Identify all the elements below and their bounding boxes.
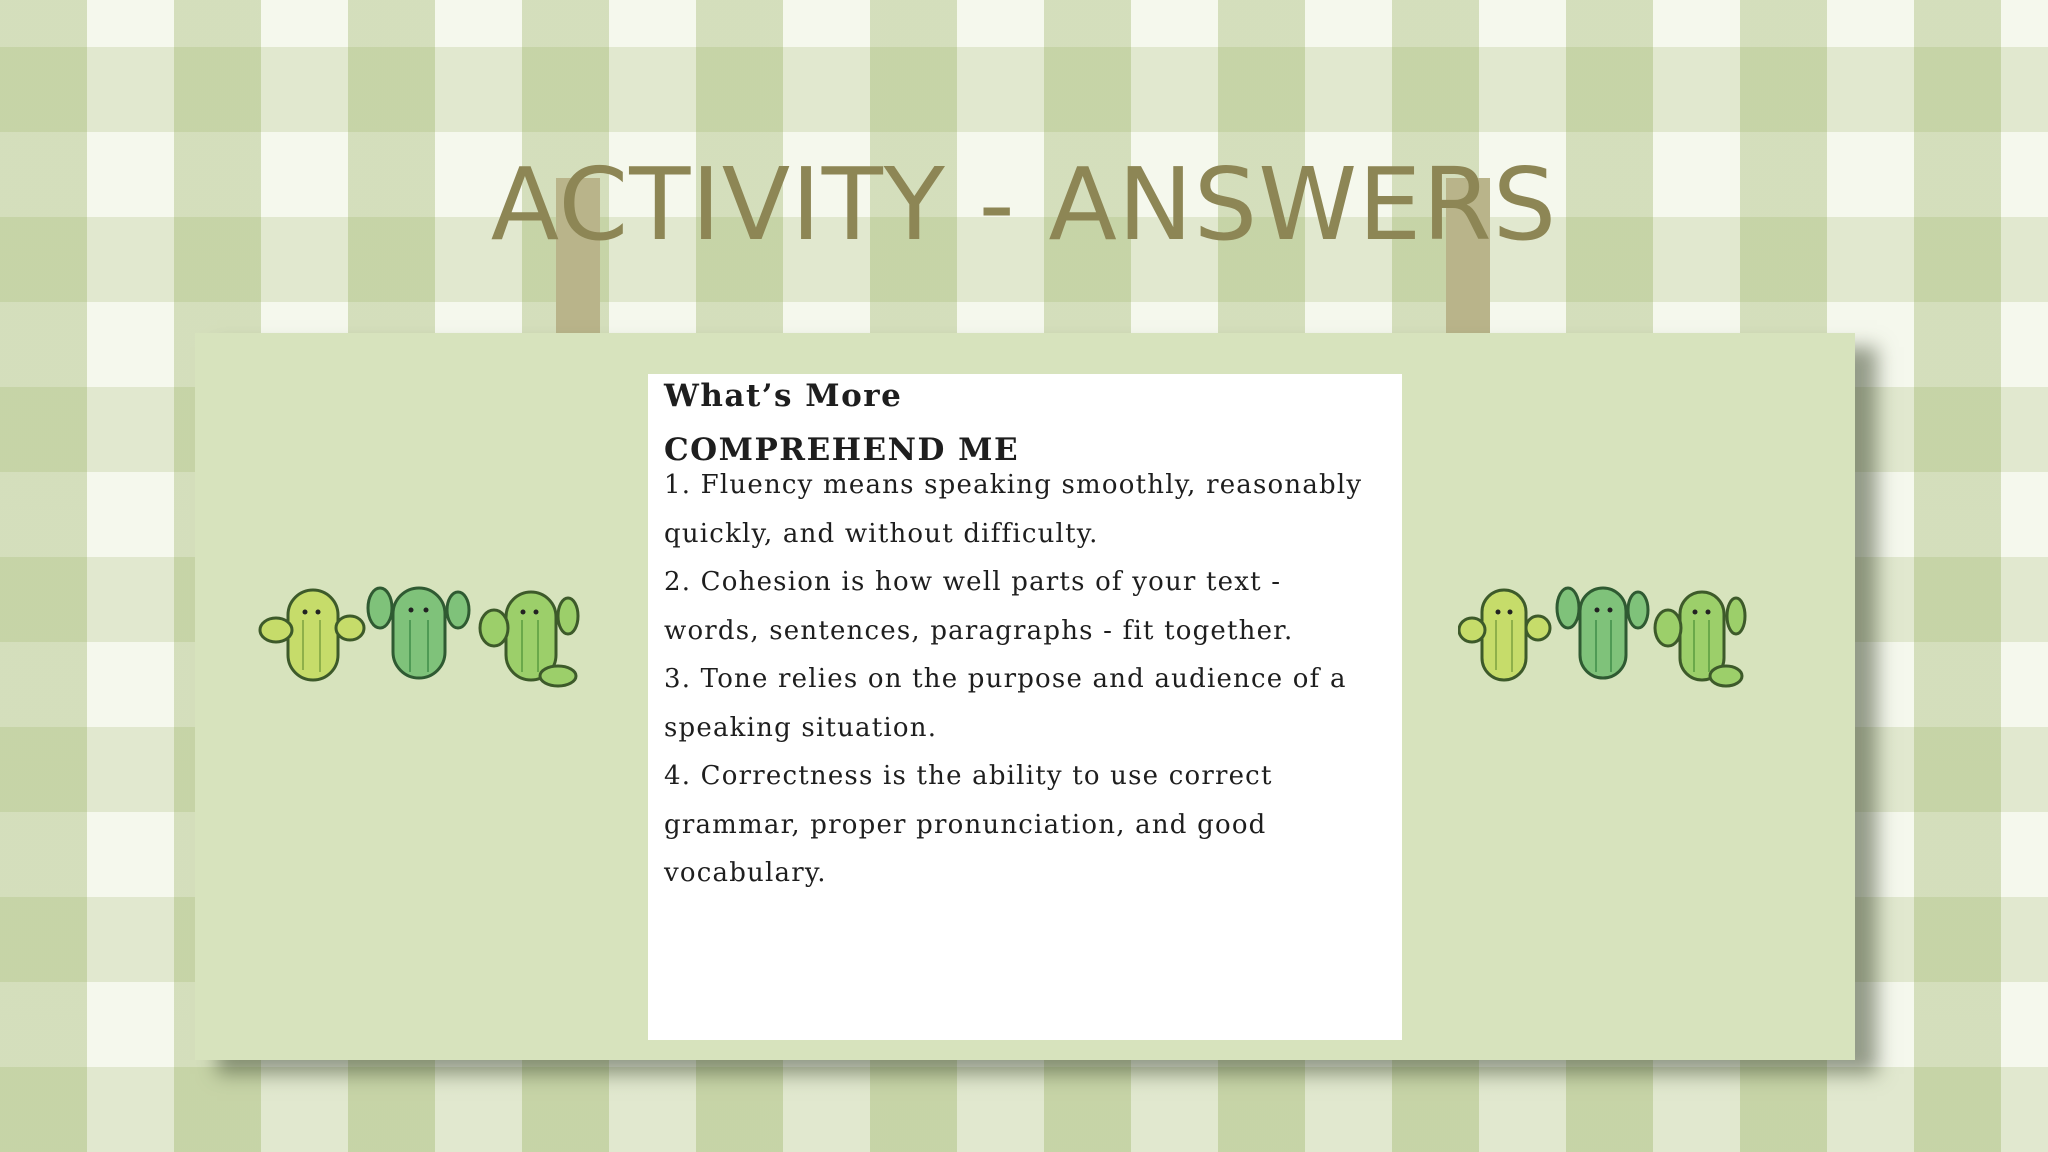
cactus-trio-icon-right xyxy=(1458,580,1758,690)
cactus-icon xyxy=(368,588,469,678)
answer-item-1: 1. Fluency means speaking smoothly, reasonably quickly, and without difficulty. xyxy=(664,470,1363,549)
answer-item-4: 4. Correctness is the ability to use correct grammar, proper pronunciation, and good vocabulary. xyxy=(664,761,1273,888)
cactus-icon xyxy=(480,592,578,686)
section-heading: What’s More xyxy=(664,378,903,414)
cactus-icon xyxy=(1557,588,1648,678)
cactus-icon xyxy=(260,590,364,680)
answer-list xyxy=(664,461,1384,898)
answer-item-3: 3. Tone relies on the purpose and audience of a speaking situation. xyxy=(664,664,1347,743)
answer-document xyxy=(648,374,1402,1040)
cactus-icon xyxy=(1655,592,1745,686)
cactus-icon xyxy=(1459,590,1550,680)
cactus-trio-icon xyxy=(258,580,598,690)
answer-item-2: 2. Cohesion is how well parts of your text - words, sentences, paragraphs - fit together. xyxy=(664,567,1294,646)
cactus-trio-icon-left xyxy=(258,580,598,690)
slide-title: ACTIVITY - ANSWERS xyxy=(490,146,1558,263)
activity-heading: COMPREHEND ME xyxy=(664,432,1020,468)
cactus-trio-icon xyxy=(1458,580,1758,690)
